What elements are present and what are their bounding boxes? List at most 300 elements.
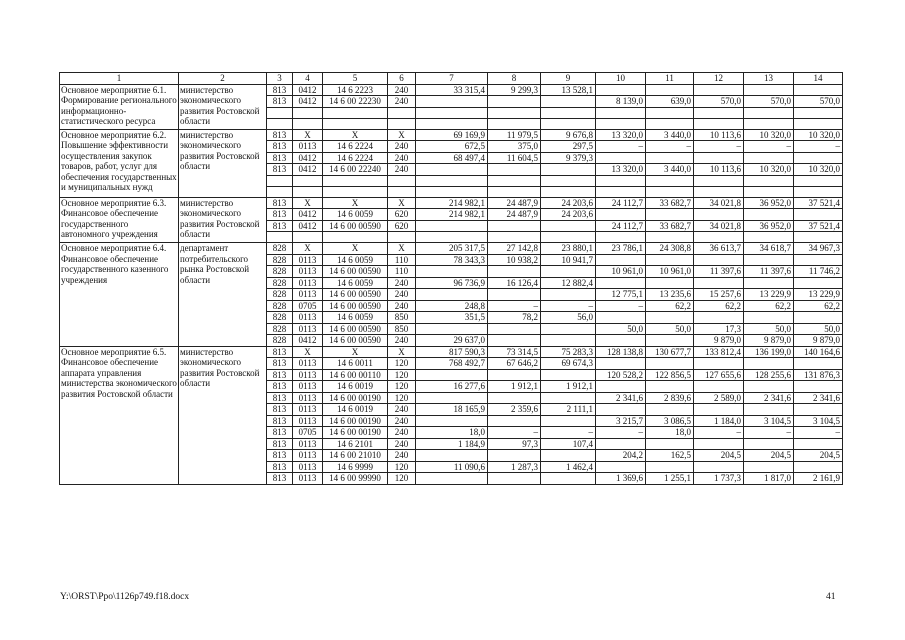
table-cell: 9 676,8: [541, 129, 596, 141]
table-cell: 136 199,0: [744, 346, 794, 358]
table-cell: 0412: [293, 164, 323, 176]
table-cell: [744, 312, 794, 324]
file-path: Y:\ORST\Ppo\1126p749.f18.docx: [60, 592, 190, 602]
table-cell: 828: [267, 335, 293, 347]
table-row: [60, 84, 843, 96]
table-cell: 1 369,6: [596, 473, 646, 485]
table-cell: [416, 392, 488, 404]
table-cell: 204,5: [744, 450, 794, 462]
table-cell: 14 6 0059: [323, 277, 388, 289]
table-cell: 110: [388, 254, 416, 266]
table-cell: 14 6 0019: [323, 404, 388, 416]
table-cell: 120: [388, 461, 416, 473]
table-cell: 0412: [293, 84, 323, 96]
table-cell: [646, 107, 694, 118]
table-cell: 50,0: [596, 323, 646, 335]
table-cell: [416, 96, 488, 108]
table-cell: 16 126,4: [488, 277, 541, 289]
table-cell: 240: [388, 152, 416, 164]
column-header: 11: [646, 73, 694, 85]
table-cell: 2 161,9: [794, 473, 843, 485]
table-cell: 0412: [293, 335, 323, 347]
table-cell: [694, 152, 744, 164]
executor: министерство экономического развития Ростовской области: [179, 129, 267, 197]
table-cell: [293, 107, 323, 118]
table-cell: 162,5: [646, 450, 694, 462]
table-cell: 813: [267, 415, 293, 427]
table-cell: Х: [388, 129, 416, 141]
table-row: [60, 243, 843, 255]
table-cell: [794, 404, 843, 416]
table-cell: 813: [267, 392, 293, 404]
table-cell: 67 646,2: [488, 358, 541, 370]
table-cell: 34 967,3: [794, 243, 843, 255]
table-cell: 0113: [293, 415, 323, 427]
table-cell: [596, 381, 646, 393]
table-cell: 24 308,8: [646, 243, 694, 255]
table-cell: [646, 118, 694, 129]
table-cell: [744, 232, 794, 243]
table-cell: –: [488, 300, 541, 312]
table-cell: 14 6 00 00190: [323, 415, 388, 427]
activity-name: Основное мероприятие 6.4. Финансовое обеспечение государственного казенного учреждения: [60, 243, 179, 347]
table-cell: [646, 175, 694, 186]
table-cell: 107,4: [541, 438, 596, 450]
table-cell: [596, 175, 646, 186]
table-cell: 36 952,0: [744, 197, 794, 209]
table-cell: [694, 209, 744, 221]
table-cell: [488, 415, 541, 427]
table-cell: Х: [388, 243, 416, 255]
column-header: 14: [794, 73, 843, 85]
table-cell: [596, 438, 646, 450]
table-cell: 813: [267, 438, 293, 450]
table-cell: 12 775,1: [596, 289, 646, 301]
table-cell: 3 440,0: [646, 129, 694, 141]
column-header: 13: [744, 73, 794, 85]
table-cell: 0412: [293, 209, 323, 221]
table-cell: 828: [267, 243, 293, 255]
table-cell: 240: [388, 450, 416, 462]
table-cell: 828: [267, 289, 293, 301]
table-cell: 29 637,0: [416, 335, 488, 347]
table-cell: [541, 175, 596, 186]
table-cell: [488, 96, 541, 108]
table-cell: Х: [323, 346, 388, 358]
table-cell: 2 341,6: [596, 392, 646, 404]
table-cell: [646, 152, 694, 164]
table-cell: 10 961,0: [646, 266, 694, 278]
table-cell: [694, 254, 744, 266]
table-cell: 0113: [293, 277, 323, 289]
table-cell: 62,2: [694, 300, 744, 312]
table-cell: 69 674,3: [541, 358, 596, 370]
table-cell: 813: [267, 197, 293, 209]
table-cell: 11 979,5: [488, 129, 541, 141]
table-cell: [596, 404, 646, 416]
table-cell: 813: [267, 450, 293, 462]
table-cell: 1 184,0: [694, 415, 744, 427]
table-cell: 2 839,6: [646, 392, 694, 404]
table-cell: 50,0: [646, 323, 694, 335]
table-cell: [488, 266, 541, 278]
table-cell: [694, 107, 744, 118]
table-row: [60, 197, 843, 209]
table-cell: 0113: [293, 323, 323, 335]
table-cell: 0705: [293, 427, 323, 439]
table-cell: 14 6 2224: [323, 152, 388, 164]
table-cell: 11 604,5: [488, 152, 541, 164]
table-cell: [694, 118, 744, 129]
table-cell: 110: [388, 266, 416, 278]
table-cell: [794, 381, 843, 393]
table-cell: 0113: [293, 312, 323, 324]
column-header: 2: [179, 73, 267, 85]
table-cell: 14 6 2224: [323, 141, 388, 153]
table-cell: 240: [388, 277, 416, 289]
table-cell: [646, 84, 694, 96]
column-header: 10: [596, 73, 646, 85]
table-cell: [388, 118, 416, 129]
table-cell: [416, 415, 488, 427]
table-cell: 14 6 00 00590: [323, 300, 388, 312]
table-cell: 13 320,0: [596, 129, 646, 141]
table-cell: 18 165,9: [416, 404, 488, 416]
table-cell: 214 982,1: [416, 209, 488, 221]
table-cell: 120: [388, 381, 416, 393]
table-cell: [541, 335, 596, 347]
table-cell: [488, 450, 541, 462]
table-cell: 73 314,5: [488, 346, 541, 358]
table-cell: [794, 312, 843, 324]
table-cell: 56,0: [541, 312, 596, 324]
table-cell: [694, 186, 744, 197]
table-cell: 27 142,8: [488, 243, 541, 255]
table-cell: 214 982,1: [416, 197, 488, 209]
table-cell: [488, 369, 541, 381]
table-cell: 240: [388, 427, 416, 439]
table-cell: [744, 277, 794, 289]
executor: министерство экономического развития Ростовской области: [179, 197, 267, 243]
table-cell: [596, 107, 646, 118]
table-cell: 9 879,0: [744, 335, 794, 347]
table-cell: [541, 220, 596, 232]
table-cell: 0113: [293, 254, 323, 266]
table-cell: 240: [388, 289, 416, 301]
table-cell: 24 203,6: [541, 209, 596, 221]
table-cell: [694, 358, 744, 370]
table-cell: [794, 438, 843, 450]
table-cell: 850: [388, 323, 416, 335]
table-cell: 14 6 0019: [323, 381, 388, 393]
table-cell: Х: [323, 197, 388, 209]
table-cell: 0113: [293, 404, 323, 416]
table-cell: 69 169,9: [416, 129, 488, 141]
table-cell: 24 487,9: [488, 197, 541, 209]
table-cell: 813: [267, 96, 293, 108]
table-cell: 14 6 00 00110: [323, 369, 388, 381]
table-cell: [416, 220, 488, 232]
table-cell: [794, 254, 843, 266]
table-cell: [323, 118, 388, 129]
table-cell: [596, 232, 646, 243]
table-cell: 16 277,6: [416, 381, 488, 393]
table-cell: 78 343,3: [416, 254, 488, 266]
table-cell: [541, 289, 596, 301]
table-cell: 50,0: [744, 323, 794, 335]
activity-name: Основное мероприятие 6.5. Финансовое обеспечение аппарата управления министерства экономического развития Ростовской области: [60, 346, 179, 484]
table-cell: [794, 358, 843, 370]
table-cell: 204,5: [794, 450, 843, 462]
table-cell: 9 299,3: [488, 84, 541, 96]
table-cell: 2 341,6: [744, 392, 794, 404]
table-cell: Х: [293, 129, 323, 141]
table-cell: 813: [267, 358, 293, 370]
table-cell: [744, 461, 794, 473]
table-cell: [388, 232, 416, 243]
table-cell: [744, 152, 794, 164]
table-cell: 204,2: [596, 450, 646, 462]
table-cell: –: [694, 427, 744, 439]
column-header: 5: [323, 73, 388, 85]
table-cell: 14 6 00 21010: [323, 450, 388, 462]
table-cell: [596, 312, 646, 324]
table-cell: 240: [388, 96, 416, 108]
table-cell: [416, 118, 488, 129]
table-cell: 248,8: [416, 300, 488, 312]
table-cell: 10 320,0: [794, 164, 843, 176]
table-cell: [416, 473, 488, 485]
table-cell: [541, 96, 596, 108]
executor: министерство экономического развития Ростовской области: [179, 346, 267, 484]
table-cell: Х: [293, 197, 323, 209]
table-cell: [694, 438, 744, 450]
table-cell: [794, 84, 843, 96]
table-cell: –: [488, 427, 541, 439]
table-cell: [694, 277, 744, 289]
table-cell: [267, 118, 293, 129]
table-cell: 813: [267, 461, 293, 473]
table-cell: –: [744, 141, 794, 153]
table-cell: 813: [267, 369, 293, 381]
table-cell: [744, 107, 794, 118]
table-cell: 14 6 2223: [323, 84, 388, 96]
table-cell: [416, 232, 488, 243]
table-cell: 14 6 0059: [323, 209, 388, 221]
table-cell: 36 613,7: [694, 243, 744, 255]
table-cell: [488, 473, 541, 485]
table-cell: 9 879,0: [794, 335, 843, 347]
table-cell: [416, 369, 488, 381]
table-cell: 813: [267, 209, 293, 221]
table-cell: 10 961,0: [596, 266, 646, 278]
table-cell: 813: [267, 129, 293, 141]
table-cell: 120: [388, 473, 416, 485]
table-cell: [744, 84, 794, 96]
table-cell: [488, 164, 541, 176]
table-cell: 570,0: [744, 96, 794, 108]
table-cell: 0113: [293, 141, 323, 153]
table-cell: [694, 461, 744, 473]
table-cell: [646, 186, 694, 197]
table-cell: [488, 118, 541, 129]
table-cell: [596, 461, 646, 473]
table-cell: [488, 186, 541, 197]
table-cell: [646, 232, 694, 243]
page-number: 41: [826, 592, 836, 602]
table-cell: 3 104,5: [794, 415, 843, 427]
table-cell: 14 6 00 00590: [323, 335, 388, 347]
table-cell: [293, 118, 323, 129]
table-cell: 2 341,6: [794, 392, 843, 404]
table-cell: [646, 312, 694, 324]
table-cell: 0113: [293, 369, 323, 381]
table-cell: [416, 323, 488, 335]
table-cell: 97,3: [488, 438, 541, 450]
table-cell: 2 589,0: [694, 392, 744, 404]
table-cell: [744, 118, 794, 129]
column-header: 6: [388, 73, 416, 85]
table-cell: [388, 107, 416, 118]
column-header: 3: [267, 73, 293, 85]
table-cell: 0113: [293, 266, 323, 278]
table-cell: [694, 312, 744, 324]
table-cell: 14 6 2101: [323, 438, 388, 450]
table-cell: 205 317,5: [416, 243, 488, 255]
table-cell: 813: [267, 84, 293, 96]
table-cell: 240: [388, 84, 416, 96]
table-cell: 62,2: [744, 300, 794, 312]
table-cell: 14 6 00 22230: [323, 96, 388, 108]
table-cell: 0113: [293, 392, 323, 404]
table-cell: 37 521,4: [794, 197, 843, 209]
table-cell: 24 487,9: [488, 209, 541, 221]
table-cell: 240: [388, 335, 416, 347]
table-cell: 14 6 00 00590: [323, 220, 388, 232]
table-cell: 14 6 00 99990: [323, 473, 388, 485]
table-cell: 120: [388, 392, 416, 404]
table-cell: [646, 209, 694, 221]
table-cell: 68 497,4: [416, 152, 488, 164]
table-cell: 75 283,3: [541, 346, 596, 358]
table-cell: 14 6 00 00190: [323, 427, 388, 439]
table-cell: 0113: [293, 289, 323, 301]
table-cell: 0113: [293, 381, 323, 393]
table-cell: 0412: [293, 220, 323, 232]
table-cell: [646, 358, 694, 370]
table-cell: 2 111,1: [541, 404, 596, 416]
table-cell: [694, 175, 744, 186]
table-cell: 828: [267, 300, 293, 312]
table-cell: [694, 381, 744, 393]
table-cell: [744, 404, 794, 416]
activity-name: Основное мероприятие 6.3. Финансовое обеспечение государственного автономного учреждения: [60, 197, 179, 243]
table-cell: 11 090,6: [416, 461, 488, 473]
table-cell: 15 257,6: [694, 289, 744, 301]
table-cell: 11 746,2: [794, 266, 843, 278]
table-cell: 9 879,0: [694, 335, 744, 347]
table-cell: [541, 473, 596, 485]
table-cell: [744, 175, 794, 186]
table-cell: 33 682,7: [646, 220, 694, 232]
table-cell: 14 6 0059: [323, 312, 388, 324]
table-cell: [388, 186, 416, 197]
table-cell: [596, 84, 646, 96]
table-cell: 570,0: [794, 96, 843, 108]
table-cell: 828: [267, 277, 293, 289]
table-cell: [794, 277, 843, 289]
table-cell: 1 817,0: [744, 473, 794, 485]
table-cell: 23 880,1: [541, 243, 596, 255]
table-cell: 133 812,4: [694, 346, 744, 358]
table-cell: –: [541, 427, 596, 439]
column-header: 4: [293, 73, 323, 85]
table-cell: 828: [267, 312, 293, 324]
table-cell: [416, 164, 488, 176]
table-cell: [694, 404, 744, 416]
table-cell: [596, 209, 646, 221]
table-cell: 120: [388, 369, 416, 381]
table-cell: [646, 381, 694, 393]
table-cell: 14 6 00 22240: [323, 164, 388, 176]
table-cell: 1 462,4: [541, 461, 596, 473]
table-cell: 34 021,8: [694, 197, 744, 209]
table-cell: 128 138,8: [596, 346, 646, 358]
executor: министерство экономического развития Ростовской области: [179, 84, 267, 129]
table-cell: 14 6 00 00190: [323, 392, 388, 404]
table-cell: 24 112,7: [596, 197, 646, 209]
table-cell: –: [596, 300, 646, 312]
table-cell: 10 113,6: [694, 164, 744, 176]
table-cell: [596, 118, 646, 129]
table-cell: 813: [267, 404, 293, 416]
table-cell: 1 912,1: [488, 381, 541, 393]
table-cell: 62,2: [646, 300, 694, 312]
table-cell: 813: [267, 381, 293, 393]
table-cell: 240: [388, 415, 416, 427]
table-cell: [794, 186, 843, 197]
table-cell: [293, 186, 323, 197]
table-cell: [744, 358, 794, 370]
table-cell: 78,2: [488, 312, 541, 324]
table-cell: 0113: [293, 358, 323, 370]
table-cell: 34 618,7: [744, 243, 794, 255]
table-cell: 18,0: [416, 427, 488, 439]
budget-table: [59, 72, 843, 485]
table-cell: 12 882,4: [541, 277, 596, 289]
table-cell: –: [596, 141, 646, 153]
table-cell: 122 856,5: [646, 369, 694, 381]
table-cell: 11 397,6: [694, 266, 744, 278]
table-cell: 8 139,0: [596, 96, 646, 108]
table-cell: [744, 381, 794, 393]
table-cell: 240: [388, 404, 416, 416]
table-cell: [794, 107, 843, 118]
table-cell: [488, 335, 541, 347]
table-cell: 297,5: [541, 141, 596, 153]
table-cell: [416, 289, 488, 301]
column-header: 9: [541, 73, 596, 85]
table-cell: 813: [267, 141, 293, 153]
table-cell: 17,3: [694, 323, 744, 335]
table-cell: 24 112,7: [596, 220, 646, 232]
table-cell: 13 229,9: [744, 289, 794, 301]
table-cell: 34 021,8: [694, 220, 744, 232]
table-cell: [488, 220, 541, 232]
table-cell: 240: [388, 141, 416, 153]
table-cell: 813: [267, 164, 293, 176]
table-cell: 375,0: [488, 141, 541, 153]
